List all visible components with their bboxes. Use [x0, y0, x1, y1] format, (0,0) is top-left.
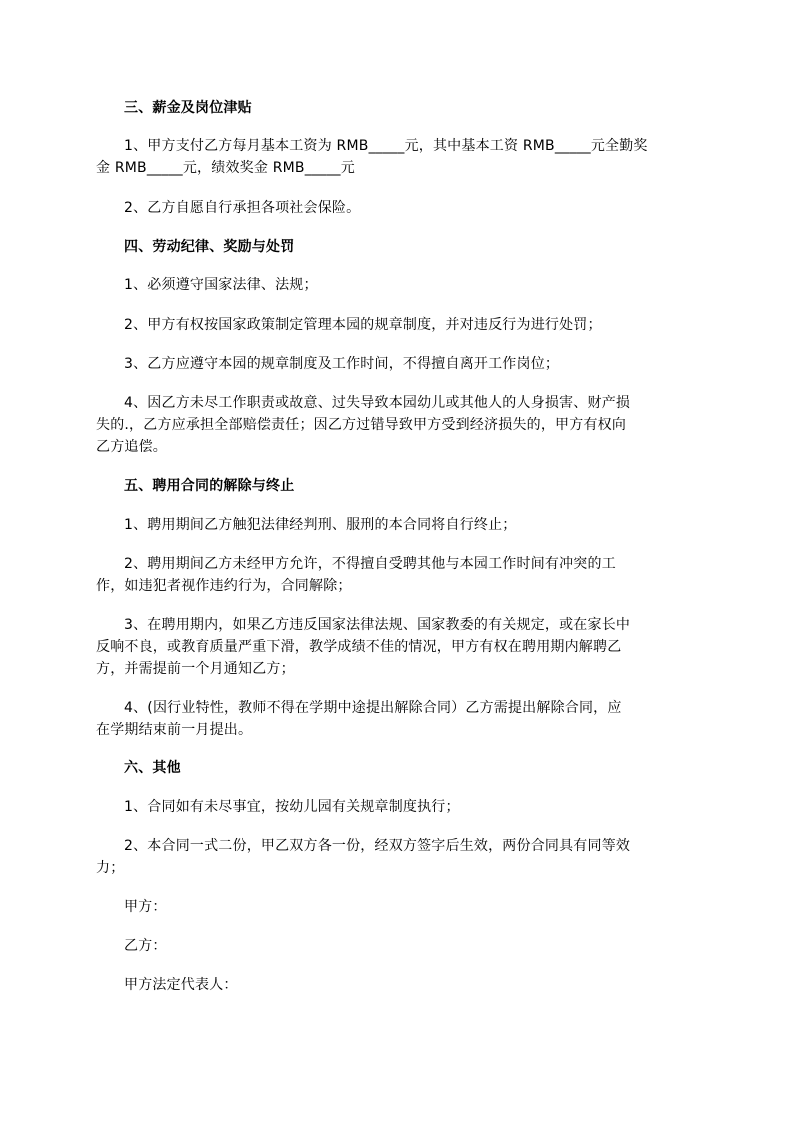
section-4-item-2: 2、甲方有权按国家政策制定管理本园的规章制度，并对违反行为进行处罚； — [124, 317, 602, 333]
section-6-item-2-line-1: 2、本合同一式二份，甲乙双方各一份，经双方签字后生效，两份合同具有同等效 — [124, 838, 631, 854]
section-5-item-4-line-2: 在学期结束前一月提出。 — [96, 722, 253, 738]
section-4-item-4-line-3: 乙方追偿。 — [96, 439, 167, 455]
section-3-item-1-line-2: 金 RMB_____元，绩效奖金 RMB_____元 — [96, 160, 355, 176]
section-6-heading: 六、其他 — [124, 760, 181, 776]
signature-party-a-representative: 甲方法定代表人： — [124, 977, 238, 993]
section-5-item-2-line-2: 作，如违犯者视作违约行为，合同解除； — [96, 578, 352, 594]
section-4-item-3: 3、乙方应遵守本园的规章制度及工作时间，不得擅自离开工作岗位； — [124, 356, 560, 372]
section-6-item-2-line-2: 力； — [96, 860, 125, 876]
section-5-item-3-line-3: 方，并需提前一个月通知乙方； — [96, 661, 295, 677]
section-6-item-1: 1、合同如有未尽事宜，按幼儿园有关规章制度执行； — [124, 799, 460, 815]
section-4-item-1: 1、必须遵守国家法律、法规； — [124, 277, 318, 293]
signature-party-b: 乙方： — [124, 938, 167, 954]
section-4-heading: 四、劳动纪律、奖励与处罚 — [124, 239, 295, 255]
section-5-item-3-line-2: 反响不良，或教育质量严重下滑，教学成绩不佳的情况，甲方有权在聘用期内解聘乙 — [96, 639, 622, 655]
section-4-item-4-line-1: 4、因乙方未尽工作职责或故意、过失导致本园幼儿或其他人的人身损害、财产损 — [124, 395, 631, 411]
section-4-item-4-line-2: 失的.，乙方应承担全部赔偿责任；因乙方过错导致甲方受到经济损失的，甲方有权向 — [96, 417, 627, 433]
section-3-item-1-line-1: 1、甲方支付乙方每月基本工资为 RMB_____元，其中基本工资 RMB_____元全勤奖 — [124, 138, 648, 154]
section-5-item-4-line-1: 4、(因行业特性，教师不得在学期中途提出解除合同）乙方需提出解除合同，应 — [124, 700, 622, 716]
section-5-heading: 五、聘用合同的解除与终止 — [124, 478, 295, 494]
section-3-heading: 三、薪金及岗位津贴 — [124, 100, 252, 116]
section-5-item-1: 1、聘用期间乙方触犯法律经判刑、服刑的本合同将自行终止； — [124, 517, 517, 533]
section-5-item-3-line-1: 3、在聘用期内，如果乙方违反国家法律法规、国家教委的有关规定，或在家长中 — [124, 617, 631, 633]
section-3-item-2: 2、乙方自愿自行承担各项社会保险。 — [124, 200, 361, 216]
section-5-item-2-line-1: 2、聘用期间乙方未经甲方允许，不得擅自受聘其他与本园工作时间有冲突的工 — [124, 556, 616, 572]
signature-party-a: 甲方： — [124, 899, 167, 915]
